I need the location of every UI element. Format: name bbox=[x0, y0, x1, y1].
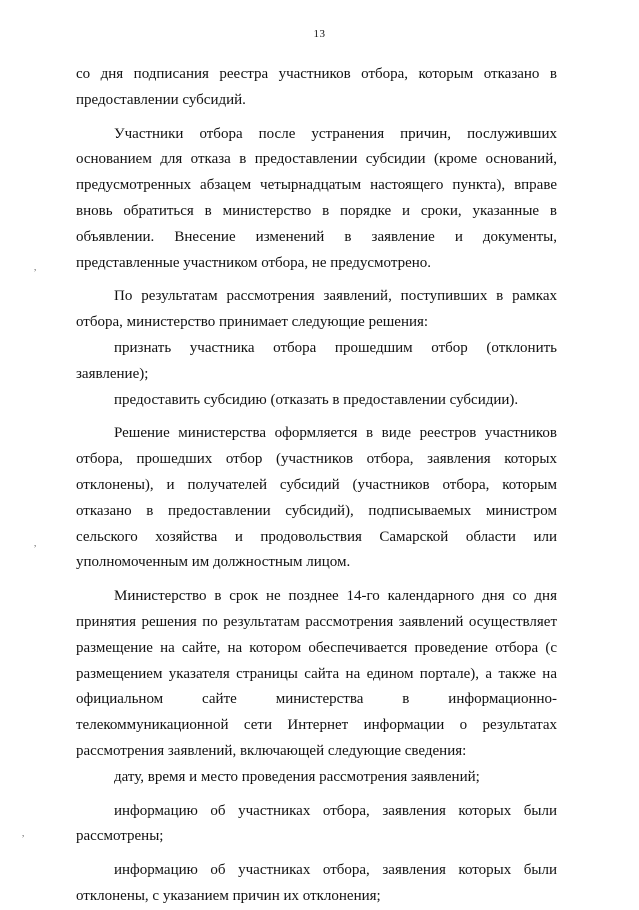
paragraph-reapply: Участники отбора после устранения причин, послуживших основанием для отказа в предоставлении субсидии (кроме оснований, предусмотренных абзацем четырнадцатым настоящего пункта), вправе вновь обратиться в министерство в порядке и сроки, указанные в объявлении. Внесение изменений в заявление и документы, представленные участником отбора, не предусмотрено. bbox=[76, 125, 557, 271]
paragraph-continuation: со дня подписания реестра участников отбора, которым отказано в предоставлении субсидий. bbox=[76, 66, 557, 108]
paragraph-info-3: информацию об участниках отбора, заявления которых были отклонены, с указанием причин их отклонения; bbox=[76, 862, 557, 904]
scan-speck: , bbox=[34, 538, 37, 548]
paragraph-info-2: информацию об участниках отбора, заявления которых были рассмотрены; bbox=[76, 802, 557, 845]
paragraph-decision-2: предоставить субсидию (отказать в предоставлении субсидии). bbox=[114, 391, 519, 408]
paragraph-publication: Министерство в срок не позднее 14-го календарного дня со дня принятия решения по результатам рассмотрения заявлений осуществляет размещение на сайте, на котором обеспечивается проведение отбора (с размещением указателя страницы сайта на едином портале), а также на официальном сайте министерства в информационно-телекоммуникационной сети Интернет информации о результатах рассмотрения заявлений, включающей следующие сведения: bbox=[76, 588, 557, 759]
scan-speck: , bbox=[34, 262, 37, 272]
document-body bbox=[76, 62, 557, 910]
paragraph-decision-1: признать участника отбора прошедшим отбор (отклонить заявление); bbox=[76, 339, 557, 382]
paragraph-info-1: дату, время и место проведения рассмотрения заявлений; bbox=[114, 768, 480, 785]
paragraph-registries: Решение министерства оформляется в виде реестров участников отбора, прошедших отбор (участников отбора, заявления которых отклонены), и получателей субсидий (участников отбора, которым отказано в предоставлении субсидий), подписываемых министром сельского хозяйства и продовольствия Самарской области или уполномоченным им должностным лицом. bbox=[76, 425, 557, 571]
scan-speck: , bbox=[22, 828, 25, 838]
page-number: 13 bbox=[313, 28, 326, 40]
paragraph-decisions-intro: По результатам рассмотрения заявлений, поступивших в рамках отбора, министерство принимает следующие решения: bbox=[76, 288, 557, 331]
